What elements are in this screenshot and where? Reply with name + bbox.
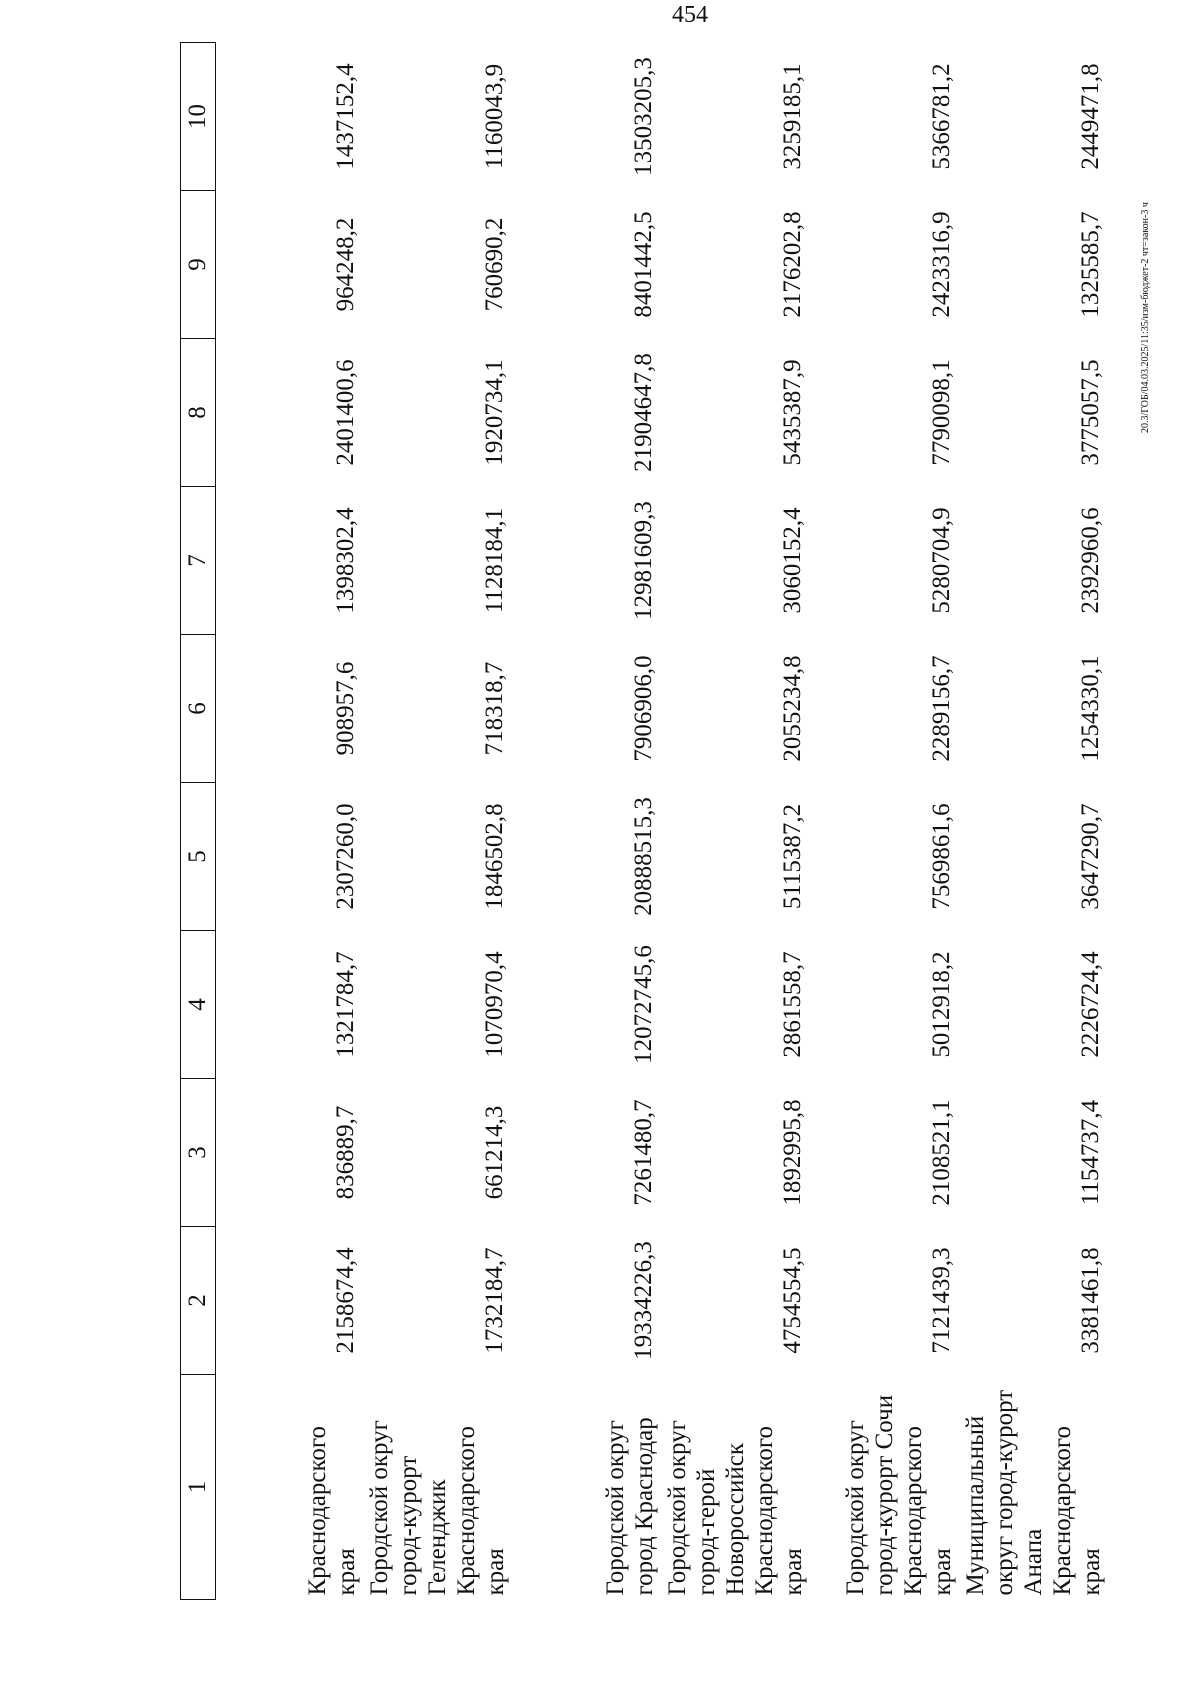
column-header: 3 [181,1079,216,1227]
table-cell: 2108521,1 [928,1099,955,1206]
column-header: 2 [181,1227,216,1375]
table-cell: 12981609,3 [630,501,657,620]
table-cell: 7121439,3 [928,1247,955,1354]
budget-table [180,42,1110,1600]
table-cell: 21904647,8 [630,353,657,472]
table-cell: 2289156,7 [928,655,955,762]
table-cell: 3259185,1 [779,63,806,170]
column-header: 10 [181,43,216,191]
table-cell: 2861558,7 [779,951,806,1058]
table-row [961,43,1110,1600]
table-cell: 7261480,7 [630,1099,657,1206]
table-cell: 3775057,5 [1077,359,1104,466]
table-cell: 5115387,2 [779,803,806,910]
table-cell: 2423316,9 [928,211,955,318]
table-cell: 661214,3 [481,1105,508,1200]
table-row [812,43,961,1600]
column-header: 5 [181,783,216,931]
table-cell: 5012918,2 [928,951,955,1058]
municipality-name: Краснодарского края [304,1426,360,1596]
column-header: 6 [181,635,216,783]
table-row [663,43,812,1600]
table-row [514,43,663,1600]
table-header-row [181,43,216,1600]
table-cell: 12072745,6 [630,945,657,1064]
table-cell: 1437152,4 [332,63,359,170]
table-cell: 5435387,9 [779,359,806,466]
municipality-name: Городской округ город-курорт Сочи Краснодарского края [842,1394,956,1596]
table-cell: 7569861,6 [928,803,955,910]
table-cell: 1128184,1 [481,507,508,614]
table-row [365,43,514,1600]
municipality-name: Муниципальный округ город-курорт Анапа Краснодарского края [962,1389,1105,1596]
municipality-name: Городской округ город-герой Новороссийск Краснодарского края [664,1420,807,1596]
table-cell: 3060152,4 [779,507,806,614]
table-cell: 1254330,1 [1077,655,1104,762]
table-cell: 2392960,6 [1077,507,1104,614]
table-cell: 13503205,3 [630,57,657,176]
table-cell: 4754554,5 [779,1247,806,1354]
table-cell: 3381461,8 [1077,1247,1104,1354]
table-cell: 1846502,8 [481,803,508,910]
table-cell: 7790098,1 [928,359,955,466]
table-cell: 1892995,8 [779,1099,806,1206]
table-cell: 760690,2 [481,217,508,312]
table-cell: 2226724,4 [1077,951,1104,1058]
table-cell: 7906906,0 [630,655,657,762]
municipality-name: Городской округ город-курорт Геленджик Краснодарского края [366,1420,509,1596]
table-cell: 5280704,9 [928,507,955,614]
column-header: 1 [181,1375,216,1600]
table-cell: 1321784,7 [332,951,359,1058]
table-cell: 1160043,9 [481,63,508,170]
table-cell: 2176202,8 [779,211,806,318]
table-cell: 8401442,5 [630,211,657,318]
table-row [216,43,366,1600]
table-cell: 2158674,4 [332,1247,359,1354]
table-cell: 2401400,6 [332,359,359,466]
table-cell: 20888515,3 [630,797,657,916]
table-cell: 836889,7 [332,1105,359,1200]
table-cell: 2449471,8 [1077,63,1104,170]
table-cell: 1732184,7 [481,1247,508,1354]
table-cell: 1154737,4 [1077,1099,1104,1206]
table-cell: 1070970,4 [481,951,508,1058]
table-cell: 3647290,7 [1077,803,1104,910]
municipality-name: Городской округ город Краснодар [602,1417,658,1596]
table-cell: 19334226,3 [630,1241,657,1360]
table-cell: 718318,7 [481,661,508,756]
column-header: 4 [181,931,216,1079]
table-cell: 1920734,1 [481,359,508,466]
table-cell: 2307260,0 [332,803,359,910]
rotated-table-container [180,45,1200,1600]
column-header: 9 [181,191,216,339]
page-number: 454 [672,2,708,28]
table-cell: 5366781,2 [928,63,955,170]
table-cell: 1325585,7 [1077,211,1104,318]
table-cell: 964248,2 [332,217,359,312]
table-cell: 1398302,4 [332,507,359,614]
column-header: 8 [181,339,216,487]
table-cell: 908957,6 [332,661,359,756]
column-header: 7 [181,487,216,635]
footer-code: 20.3/ГОБ/04.03.2025/11:35/изм-бюджет-2 чт=закон-3 ч [1140,202,1151,433]
table-cell: 2055234,8 [779,655,806,762]
